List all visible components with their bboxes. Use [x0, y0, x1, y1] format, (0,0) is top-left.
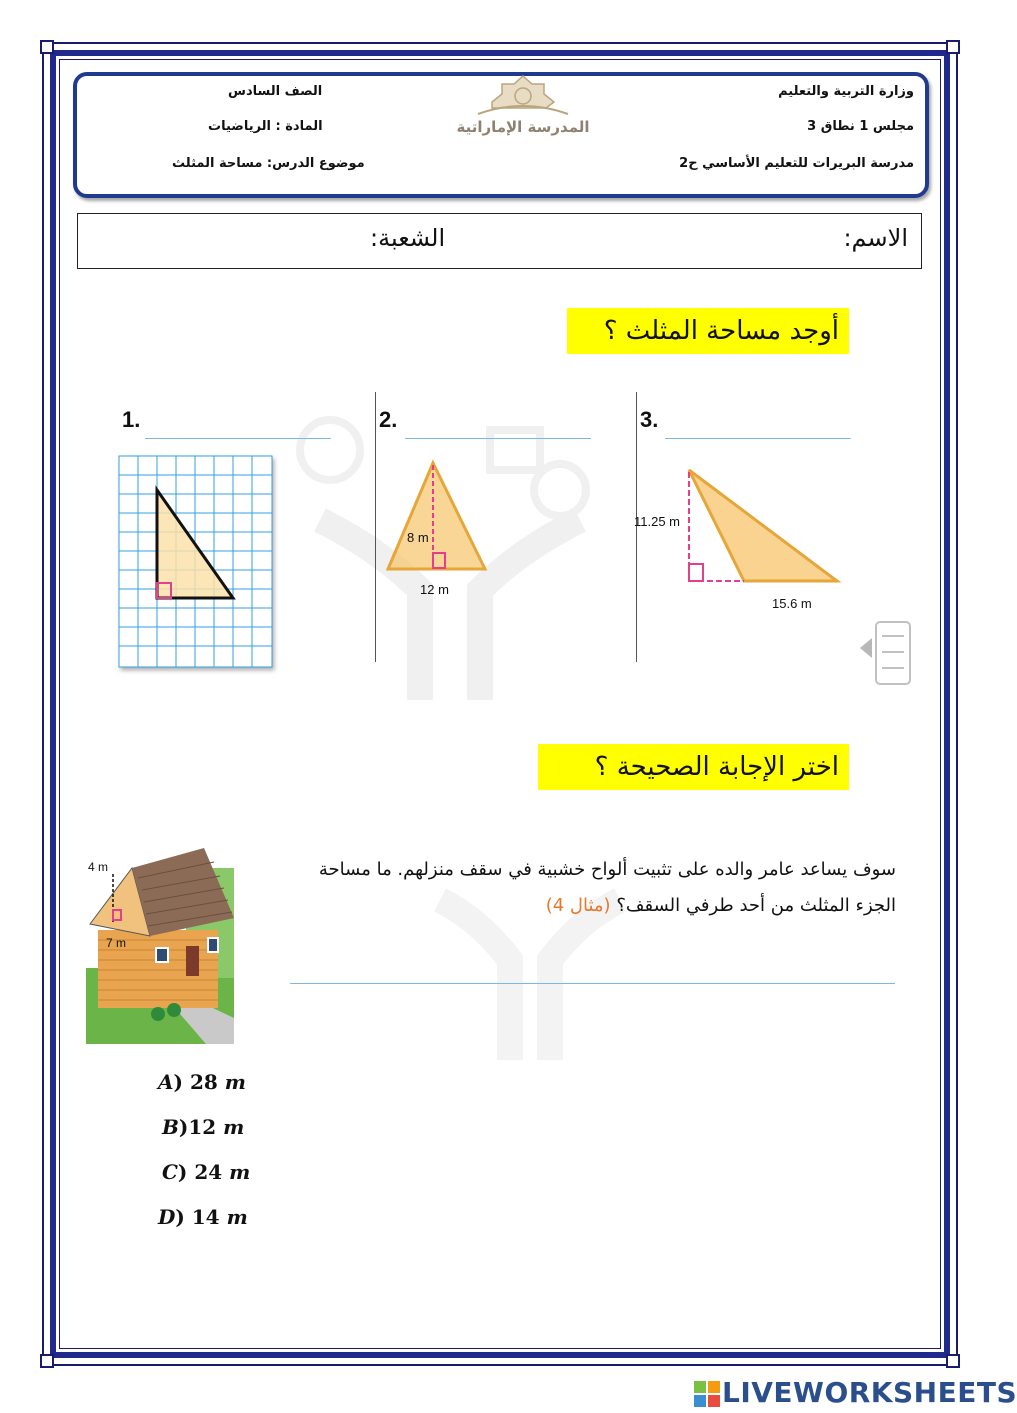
answer-line-4[interactable] — [290, 983, 895, 984]
triangle-2-base-label: 12 m — [420, 582, 449, 597]
option-b-unit: m — [223, 1115, 245, 1139]
school-logo — [456, 74, 590, 154]
problem-1-number: 1. — [122, 407, 141, 432]
option-a[interactable] — [158, 1070, 246, 1094]
council-label: مجلس 1 نطاق 3 — [807, 119, 914, 134]
option-d-unit: m — [226, 1205, 248, 1229]
option-c[interactable] — [162, 1160, 250, 1184]
example-reference: (مثال 4) — [545, 895, 611, 916]
column-divider — [375, 392, 376, 662]
option-c-unit: m — [229, 1160, 251, 1184]
question-text: سوف يساعد عامر والده على تثبيت ألواح خشبية في سقف منزلهم. ما مساحة الجزء المثلث من أحد طرفي السقف؟ — [318, 859, 896, 916]
answer-line-2[interactable] — [405, 438, 591, 439]
option-a-letter: A — [158, 1070, 174, 1094]
corner-ornament — [40, 40, 54, 54]
triangle-3-base-label: 15.6 m — [772, 596, 812, 611]
option-a-unit: m — [224, 1070, 246, 1094]
problem-3-number: 3. — [640, 407, 659, 432]
liveworksheets-brand: LIVEWORKSHEETS — [722, 1376, 1017, 1409]
subject-label: المادة : الرياضيات — [208, 119, 323, 134]
corner-ornament — [946, 1354, 960, 1368]
word-problem — [300, 852, 896, 924]
name-input[interactable] — [460, 219, 820, 263]
option-d-letter: D — [158, 1205, 176, 1229]
watermark-lower — [440, 800, 620, 1060]
option-c-text: ) 24 — [177, 1160, 230, 1184]
grid-triangle-figure — [118, 455, 276, 671]
ministry-label: وزارة التربية والتعليم — [778, 84, 914, 99]
corner-ornament — [40, 1354, 54, 1368]
problem-2-number: 2. — [379, 407, 398, 432]
section-input[interactable] — [90, 219, 360, 263]
option-b-letter: B — [162, 1115, 179, 1139]
side-tab-icon — [858, 618, 914, 688]
option-d[interactable] — [158, 1205, 248, 1229]
answer-line-3[interactable] — [665, 438, 851, 439]
triangle-2-height-label: 8 m — [407, 530, 429, 545]
section-label: الشعبة: — [370, 224, 446, 252]
corner-ornament — [946, 40, 960, 54]
triangle-3-figure — [680, 460, 845, 590]
topic-label: موضوع الدرس: مساحة المثلث — [172, 156, 365, 171]
section2-heading: اختر الإجابة الصحيحة ؟ — [538, 744, 849, 790]
house-height-label: 4 m — [88, 860, 109, 874]
section1-heading: أوجد مساحة المثلث ؟ — [567, 308, 849, 354]
logo-text: المدرسة الإماراتية — [456, 118, 590, 136]
triangle-3-height-label: 11.25 m — [634, 514, 681, 529]
liveworksheets-logo-icon — [694, 1381, 720, 1407]
option-b[interactable] — [162, 1115, 244, 1139]
option-d-text: ) 14 — [175, 1205, 227, 1229]
grade-label: الصف السادس — [228, 84, 323, 99]
option-c-letter: C — [162, 1160, 178, 1184]
option-b-text: )12 — [178, 1115, 224, 1139]
answer-line-1[interactable] — [145, 438, 331, 439]
name-label: الاسم: — [843, 224, 908, 252]
option-a-text: ) 28 — [173, 1070, 225, 1094]
school-label: مدرسة البريرات للتعليم الأساسي ح2 — [679, 156, 914, 171]
house-base-label: 7 m — [106, 936, 127, 950]
